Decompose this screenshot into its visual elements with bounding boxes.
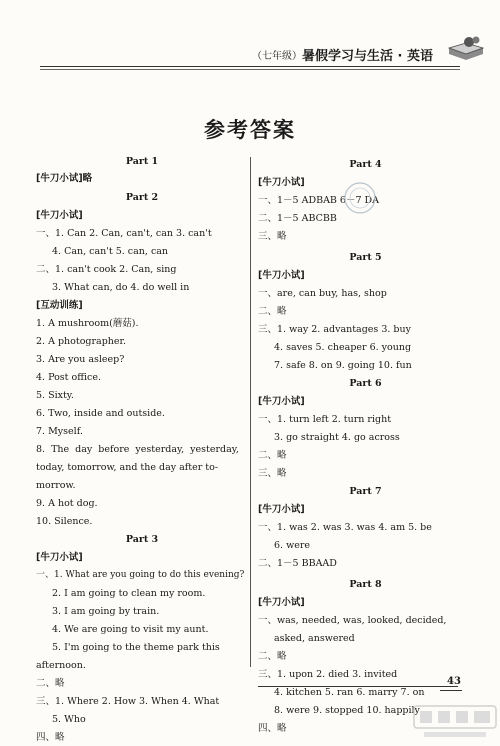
part-2-line: 一、1. Can 2. Can, can't, can 3. can't <box>36 228 212 239</box>
part-7-line: 6. were <box>274 540 311 551</box>
part-6-line: 一、1. turn left 2. turn right <box>258 414 392 425</box>
part-2-line: 二、1. can't cook 2. Can, sing <box>36 264 177 275</box>
column-divider <box>250 157 251 667</box>
faint-stamp-icon <box>342 180 378 216</box>
page-number-underline <box>440 690 462 691</box>
training-item: 10. Silence. <box>36 516 93 527</box>
part-5-line: 二、略 <box>258 306 287 317</box>
part-3-line: 四、略 <box>36 732 65 743</box>
part-3-line: afternoon. <box>36 660 86 671</box>
part-5-section-label: [牛刀小试] <box>258 270 305 281</box>
part-5-line: 4. saves 5. cheaper 6. young <box>274 342 412 353</box>
part-1-title: Part 1 <box>125 156 159 167</box>
training-item: today, tomorrow, and the day after to- <box>36 462 219 473</box>
part-8-line: 一、was, needed, was, looked, decided, <box>258 615 447 626</box>
training-item: 6. Two, inside and outside. <box>36 408 165 419</box>
part-7-section-label: [牛刀小试] <box>258 504 305 515</box>
part-3-line: 二、略 <box>36 678 65 689</box>
page-header <box>40 44 460 68</box>
training-item: 8. The day before yesterday, yesterday, <box>36 444 239 455</box>
page-number: 43 <box>447 676 461 687</box>
part-3-section-label: [牛刀小试] <box>36 552 83 563</box>
training-item: 5. Sixty. <box>36 390 74 401</box>
part-4-line: 一、1－5 ADBAB 6－7 DA <box>258 195 380 206</box>
part-8-line: 二、略 <box>258 651 287 662</box>
part-8-line: 4. kitchen 5. ran 6. marry 7. on <box>274 687 425 698</box>
part-8-title: Part 8 <box>349 579 382 590</box>
part-3-title: Part 3 <box>125 534 159 545</box>
watermark-logo-icon <box>410 702 500 742</box>
part-3-line: 3. I am going by train. <box>52 606 160 617</box>
header-rule-secondary <box>40 69 460 70</box>
header-grade: （七年级） <box>252 51 302 62</box>
part-3-line: 5. Who <box>52 714 86 725</box>
part-4-line: 二、1－5 ABCBB <box>258 213 337 224</box>
part-5-line: 7. safe 8. on 9. going 10. fun <box>274 360 412 371</box>
training-item: 7. Myself. <box>36 426 83 437</box>
part-6-line: 二、略 <box>258 450 287 461</box>
part-5-line: 三、1. way 2. advantages 3. buy <box>258 324 411 335</box>
part-6-section-label: [牛刀小试] <box>258 396 305 407</box>
part-1-answer: [牛刀小试]略 <box>36 173 93 184</box>
part-2-line: 3. What can, do 4. do well in <box>52 282 190 293</box>
part-2-training-label: [互动训练] <box>36 300 83 311</box>
part-4-title: Part 4 <box>349 159 382 170</box>
part-7-title: Part 7 <box>349 486 382 497</box>
part-3-line: 5. I'm going to the theme park this <box>52 642 220 653</box>
training-item: 4. Post office. <box>36 372 101 383</box>
training-item: 3. Are you asleep? <box>36 354 125 365</box>
part-5-title: Part 5 <box>349 252 382 263</box>
training-item: 9. A hot dog. <box>36 498 98 509</box>
part-7-line: 一、1. was 2. was 3. was 4. am 5. be <box>258 522 432 533</box>
training-item: 2. A photographer. <box>36 336 127 347</box>
part-3-line: 三、1. Where 2. How 3. When 4. What <box>36 696 220 707</box>
training-item: morrow. <box>36 480 76 491</box>
part-2-line: 4. Can, can't 5. can, can <box>52 246 169 257</box>
part-3-line: 2. I am going to clean my room. <box>52 588 206 599</box>
part-8-line: 8. were 9. stopped 10. happily <box>274 705 420 716</box>
part-2-title: Part 2 <box>125 192 159 203</box>
part-6-line: 3. go straight 4. go across <box>274 432 400 443</box>
part-8-line: 四、略 <box>258 723 287 734</box>
part-6-line: 三、略 <box>258 468 287 479</box>
part-8-line: 三、1. upon 2. died 3. invited <box>258 669 398 680</box>
book-logo-icon <box>445 34 487 64</box>
footer-rule <box>258 686 458 687</box>
header-rule <box>40 66 460 67</box>
part-3-line: 4. We are going to visit my aunt. <box>52 624 209 635</box>
header-title: 暑假学习与生活 · 英语 <box>302 49 433 64</box>
part-7-line: 二、1－5 BBAAD <box>258 558 337 569</box>
part-4-line: 三、略 <box>258 231 287 242</box>
part-3-line: 一、1. What are you going to do this evening? <box>36 570 245 580</box>
part-8-line: asked, answered <box>274 633 355 644</box>
part-5-line: 一、are, can buy, has, shop <box>258 288 387 299</box>
part-6-title: Part 6 <box>349 378 382 389</box>
training-item: 1. A mushroom(蘑菇). <box>36 318 139 329</box>
part-4-section-label: [牛刀小试] <box>258 177 305 188</box>
part-2-section-label: [牛刀小试] <box>36 210 83 221</box>
part-8-section-label: [牛刀小试] <box>258 597 305 608</box>
page-title: 参考答案 <box>204 118 296 142</box>
